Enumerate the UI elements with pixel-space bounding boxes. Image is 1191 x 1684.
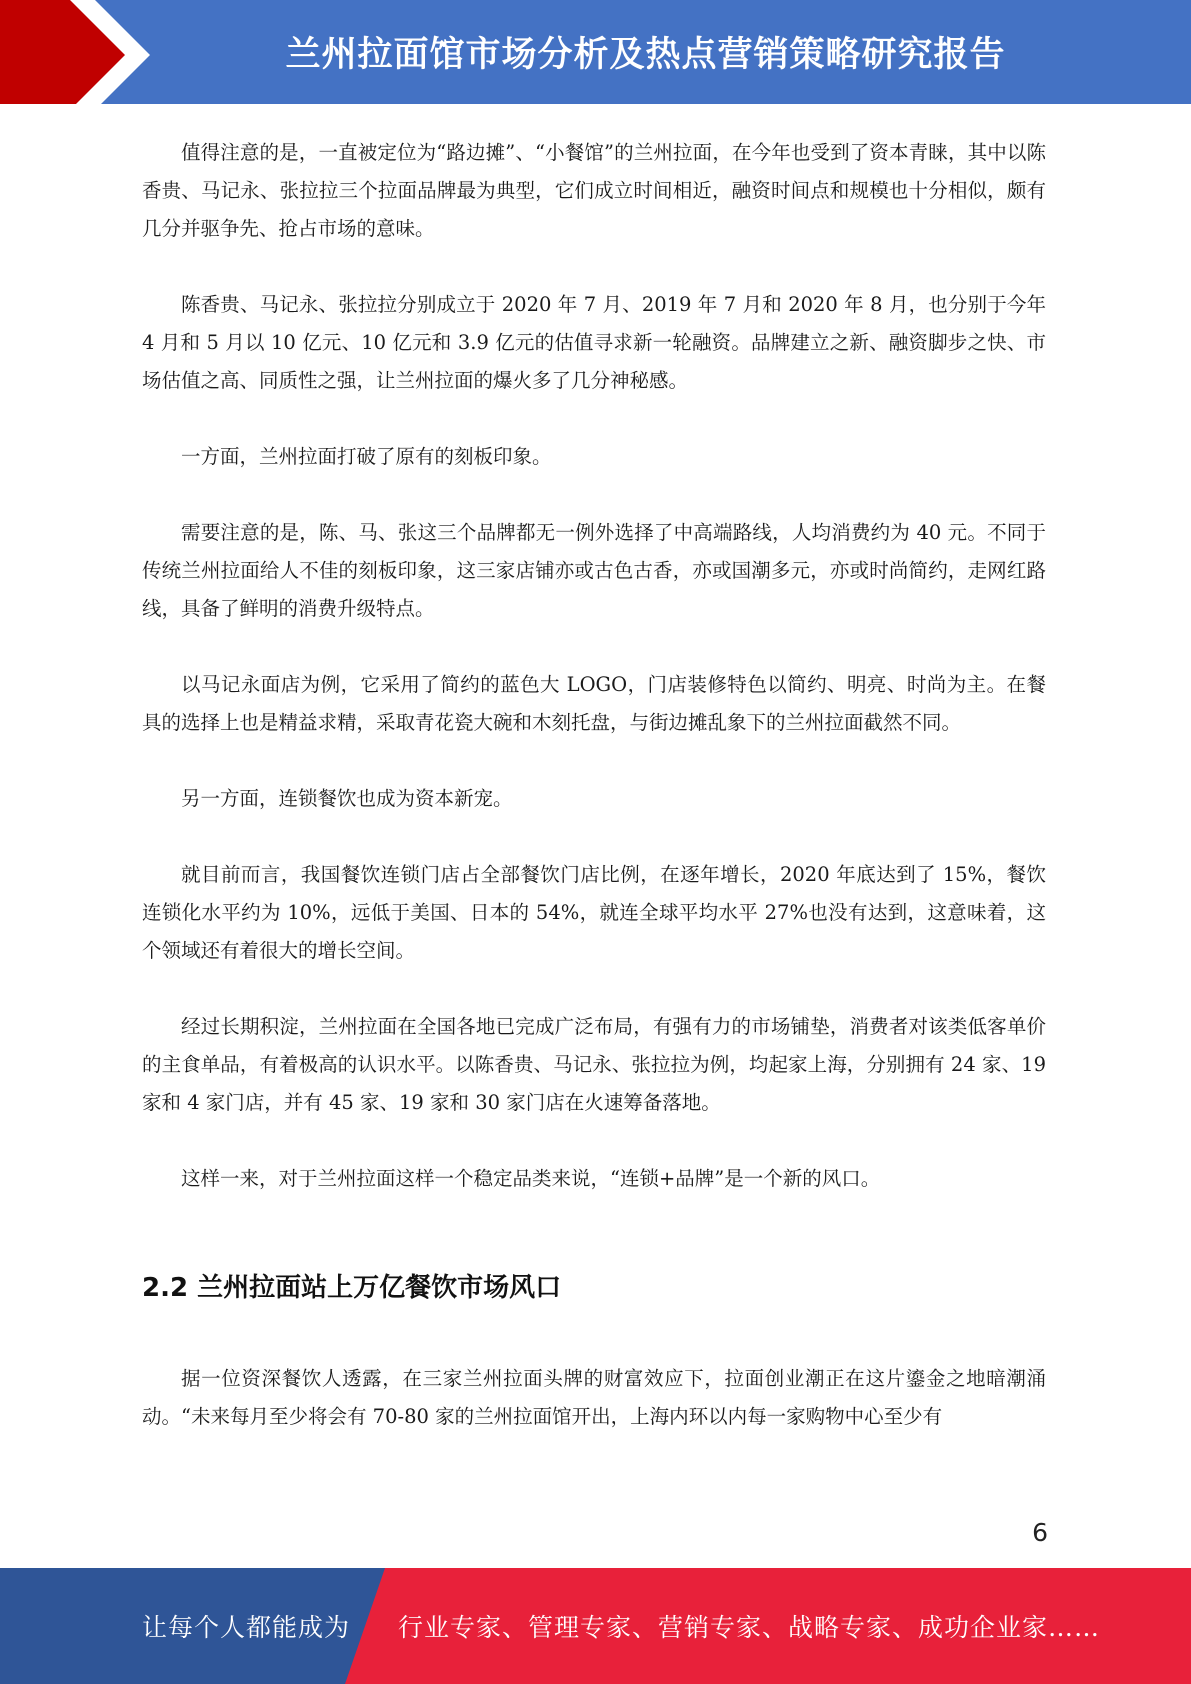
page-footer [0, 1568, 1191, 1684]
page-number: 6 [1032, 1518, 1048, 1547]
paragraph: 值得注意的是，一直被定位为“路边摊”、“小餐馆”的兰州拉面，在今年也受到了资本青睐，其中以陈香贵、马记永、张拉拉三个拉面品牌最为典型，它们成立时间相近，融资时间点和规模也十分相似，颇有几分并驱争先、抢占市场的意味。 [142, 141, 1046, 240]
document-title: 兰州拉面馆市场分析及热点营销策略研究报告 [285, 35, 1006, 75]
paragraph: 以马记永面店为例，它采用了简约的蓝色大 LOGO，门店装修特色以简约、明亮、时尚为主。在餐具的选择上也是精益求精，采取青花瓷大碗和木刻托盘，与街边摊乱象下的兰州拉面截然不同。 [142, 673, 1046, 734]
paragraph: 陈香贵、马记永、张拉拉分别成立于 2020 年 7 月、2019 年 7 月和 2020 年 8 月，也分别于今年 4 月和 5 月以 10 亿元、10 亿元和 3.9 亿元的估值寻求新一轮融资。品牌建立之新、融资脚步之快、市场估值之高、同质性之强，让兰州拉面的爆火多了几分神秘感。 [142, 293, 1046, 392]
paragraph: 经过长期积淀，兰州拉面在全国各地已完成广泛布局，有强有力的市场铺垫，消费者对该类低客单价的主食单品，有着极高的认识水平。以陈香贵、马记永、张拉拉为例，均起家上海，分别拥有 24 家、19 家和 4 家门店，并有 45 家、19 家和 30 家门店在火速筹备落地。 [142, 1015, 1046, 1114]
paragraph: 据一位资深餐饮人透露，在三家兰州拉面头牌的财富效应下，拉面创业潮正在这片鎏金之地暗潮涌动。“未来每月至少将会有 70-80 家的兰州拉面馆开出，上海内环以内每一家购物中心至少有 [142, 1367, 1046, 1428]
section-heading: 2.2 兰州拉面站上万亿餐饮市场风口 [142, 1273, 562, 1303]
paragraph: 这样一来，对于兰州拉面这样一个稳定品类来说，“连锁+品牌”是一个新的风口。 [181, 1167, 881, 1190]
footer-slogan-right: 行业专家、管理专家、营销专家、战略专家、成功企业家…… [398, 1613, 1101, 1642]
paragraph: 就目前而言，我国餐饮连锁门店占全部餐饮门店比例，在逐年增长，2020 年底达到了 15%，餐饮连锁化水平约为 10%，远低于美国、日本的 54%，就连全球平均水平 27%也没有达到，这意味着，这个领域还有着很大的增长空间。 [142, 863, 1046, 962]
page-header [0, 0, 1191, 110]
paragraph: 需要注意的是，陈、马、张这三个品牌都无一例外选择了中高端路线，人均消费约为 40 元。不同于传统兰州拉面给人不佳的刻板印象，这三家店铺亦或古色古香，亦或国潮多元，亦或时尚简约，走网红路线，具备了鲜明的消费升级特点。 [142, 521, 1046, 620]
footer-slogan-left: 让每个人都能成为 [142, 1613, 351, 1642]
paragraph: 一方面，兰州拉面打破了原有的刻板印象。 [181, 445, 552, 468]
paragraph: 另一方面，连锁餐饮也成为资本新宠。 [181, 787, 513, 810]
document-body [142, 134, 1046, 1436]
